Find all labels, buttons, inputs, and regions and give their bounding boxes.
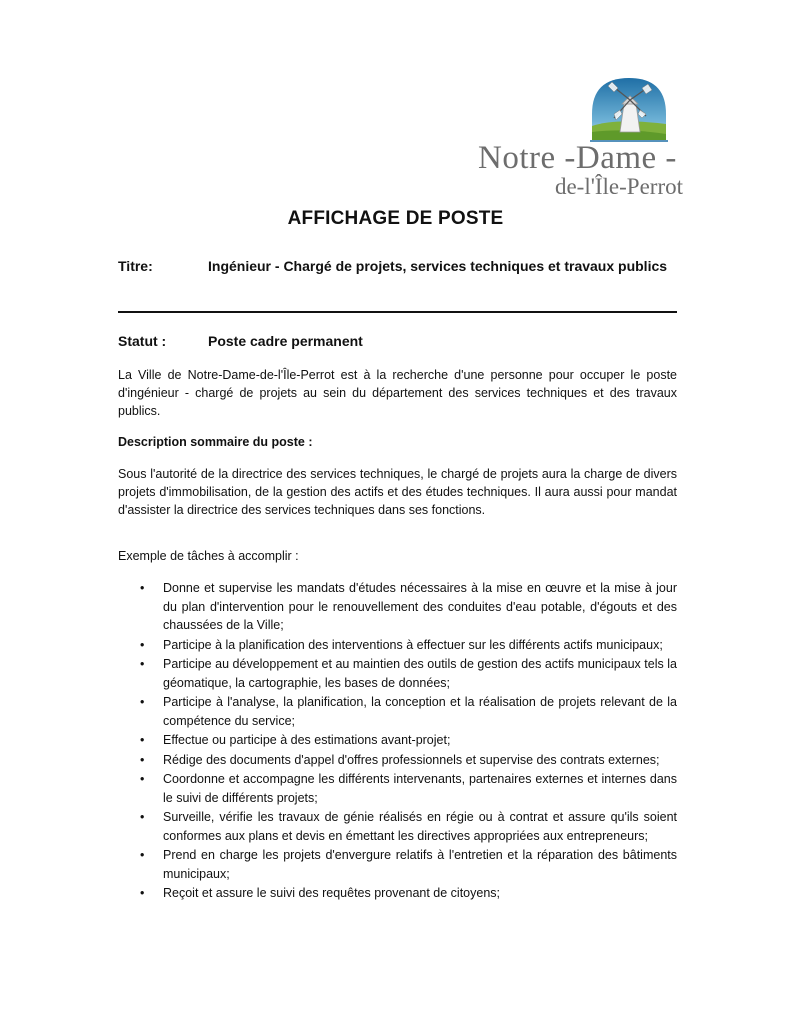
- list-item: [118, 884, 677, 903]
- list-item-text: Donne et supervise les mandats d'études nécessaires à la mise en œuvre et la mise à jour du plan d'intervention pour le renouvellement des conduites d'eau potable, d'égouts et des chaussées de la Ville;: [163, 581, 677, 632]
- bullet-icon: •: [140, 848, 145, 862]
- list-item-text: Rédige des documents d'appel d'offres professionnels et supervise des contrats externes;: [163, 752, 660, 767]
- page-title: AFFICHAGE DE POSTE: [287, 208, 504, 229]
- tasks-heading: Exemple de tâches à accomplir :: [118, 549, 299, 563]
- list-item: [118, 655, 677, 692]
- list-item-text: Participe au développement et au maintien des outils de gestion des actifs municipaux tels la géomatique, la cartographie, les bases de données;: [163, 657, 677, 690]
- description-heading: Description sommaire du poste :: [118, 435, 313, 449]
- bullet-icon: •: [140, 637, 145, 652]
- list-item: [118, 579, 677, 635]
- status-label: Statut :: [118, 333, 167, 349]
- bullet-icon: •: [140, 886, 145, 900]
- bullet-icon: •: [140, 810, 145, 824]
- list-item: [118, 731, 677, 750]
- city-logo: [478, 74, 683, 204]
- list-item-text: Reçoit et assure le suivi des requêtes provenant de citoyens;: [163, 886, 500, 900]
- list-item-text: Effectue ou participe à des estimations avant-projet;: [163, 733, 451, 747]
- description-paragraph: Sous l'autorité de la directrice des services techniques, le chargé de projets aura la charge de divers projets d'immobilisation, de la gestion des actifs et des études techniques. Il aura aussi pour mandat d'assister la directrice des services techniques dans ses fonctions.: [118, 467, 677, 517]
- list-item: [118, 636, 677, 655]
- logo-text-line1: Notre -Dame -: [478, 140, 677, 176]
- bullet-icon: •: [140, 695, 145, 709]
- task-list: [118, 579, 677, 904]
- bullet-icon: •: [140, 772, 145, 786]
- status-row: [118, 332, 678, 352]
- bullet-icon: •: [140, 657, 145, 671]
- list-item: [118, 751, 677, 770]
- bullet-icon: •: [140, 752, 145, 767]
- list-item: [118, 846, 677, 883]
- status-value: Poste cadre permanent: [208, 333, 363, 349]
- list-item-text: Surveille, vérifie les travaux de génie réalisés en régie ou à contrat et assure qu'ils soient conformes aux plans et devis en émettant les directives appropriées aux entrepreneurs;: [163, 810, 677, 843]
- bullet-icon: •: [140, 581, 145, 595]
- intro-paragraph: La Ville de Notre-Dame-de-l'Île-Perrot est à la recherche d'une personne pour occuper le poste d'ingénieur - chargé de projets au sein du département des services techniques et des travaux publics.: [118, 368, 677, 418]
- windmill-logo-icon: [586, 74, 672, 148]
- list-item-text: Prend en charge les projets d'envergure relatifs à l'entretien et la réparation des bâtiments municipaux;: [163, 848, 677, 881]
- logo-text-line2: de-l'Île-Perrot: [554, 174, 683, 199]
- list-item-text: Coordonne et accompagne les différents intervenants, partenaires externes et internes dans le suivi de différents projets;: [163, 772, 677, 805]
- title-value: Ingénieur - Chargé de projets, services techniques et travaux publics: [208, 258, 668, 274]
- list-item-text: Participe à l'analyse, la planification, la conception et la réalisation de projets relevant de la compétence du service;: [163, 695, 677, 728]
- section-divider: [118, 311, 677, 313]
- list-item: [118, 770, 677, 807]
- title-label: Titre:: [118, 258, 153, 274]
- list-item: [118, 808, 677, 845]
- list-item-text: Participe à la planification des interventions à effectuer sur les différents actifs municipaux;: [163, 637, 663, 652]
- list-item: [118, 693, 677, 730]
- title-row: [118, 257, 678, 297]
- bullet-icon: •: [140, 733, 145, 747]
